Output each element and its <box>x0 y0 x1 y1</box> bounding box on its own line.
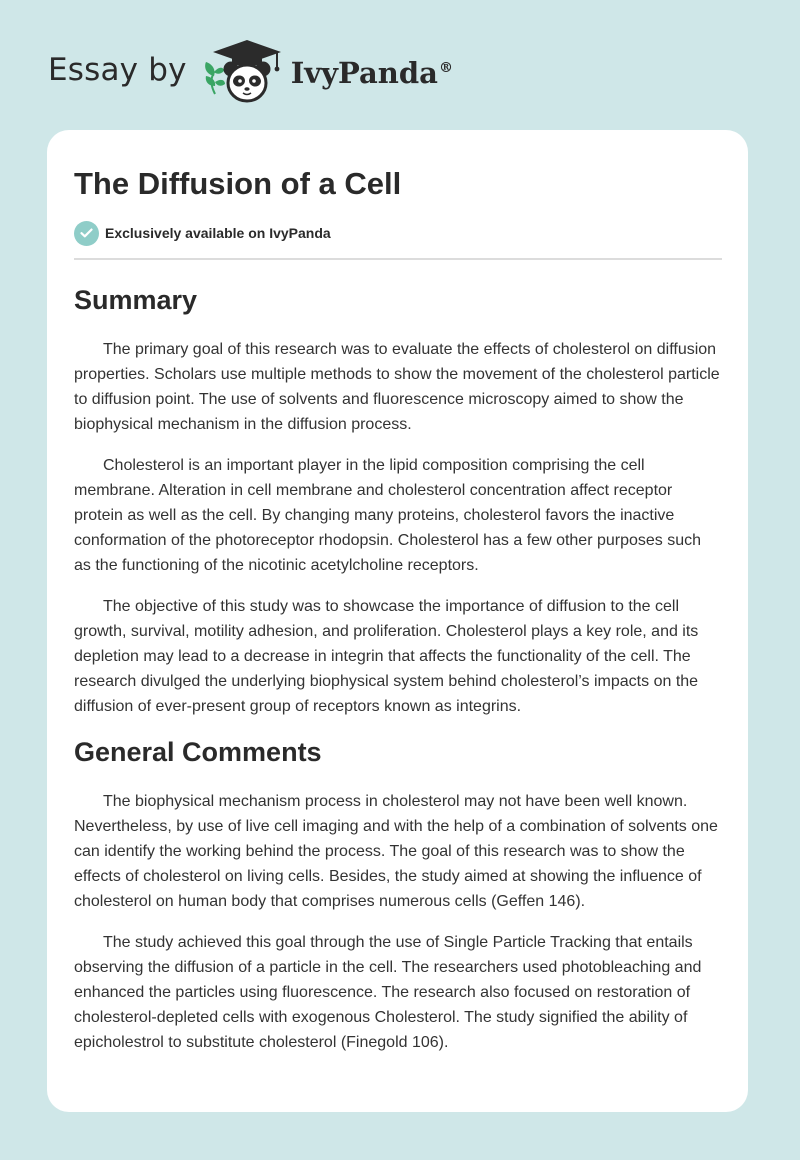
registered-mark: ® <box>438 60 453 77</box>
paragraph: The study achieved this goal through the use of Single Particle Tracking that entails observing the diffusion of a particle in the cell. The researchers used photobleaching and enhanced the particles using fluorescence. The research also focused on restoration of cholesterol-depleted cells with exogenous Cholesterol. The study signified the ability of epicholestrol to substitute cholesterol (Finegold 106). <box>74 934 702 1051</box>
section-body <box>74 337 722 719</box>
brand-prefix: Essay by <box>48 52 187 88</box>
paragraph: Cholesterol is an important player in the lipid composition comprising the cell membrane. Alteration in cell membrane and cholesterol concentration affect receptor protein as well as the cell. By changing many proteins, cholesterol favors the inactive conformation of the photoreceptor rhodopsin. Cholesterol has a few other purposes such as the functioning of the nicotinic acetylcholine receptors. <box>74 457 702 574</box>
section-heading: Summary <box>74 285 198 315</box>
paragraph: The biophysical mechanism process in cholesterol may not have been well known. Nevertheless, by use of live cell imaging and with the help of a combination of solvents one can identify the working behind the process. The goal of this research was to show the effects of cholesterol on living cells. Besides, the study aimed at showing the influence of cholesterol on human body that comprises numerous cells (Geffen 146). <box>74 793 718 910</box>
section-summary <box>74 283 722 719</box>
brand-name <box>291 56 453 90</box>
paragraph: The primary goal of this research was to evaluate the effects of cholesterol on diffusion properties. Scholars use multiple methods to show the movement of the cholesterol particle to diffusion point. The use of solvents and fluorescence microscopy aimed to show the biophysical mechanism in the diffusion process. <box>74 341 720 433</box>
exclusive-badge-text: Exclusively available on IvyPanda <box>105 225 331 241</box>
exclusive-badge <box>74 220 722 246</box>
check-circle-icon <box>74 221 99 246</box>
brand-header <box>48 36 453 106</box>
section-heading: General Comments <box>74 737 322 767</box>
section-body <box>74 789 722 1055</box>
essay-card <box>47 130 748 1112</box>
panda-graduate-icon <box>201 36 293 106</box>
paragraph: The objective of this study was to showcase the importance of diffusion to the cell growth, survival, motility adhesion, and proliferation. Cholesterol plays a key role, and its depletion may lead to a decrease in integrin that affects the functionality of the cell. The research divulged the underlying biophysical system behind cholesterol’s impacts on the diffusion of ever-present group of receptors known as integrins. <box>74 598 699 715</box>
page-title: The Diffusion of a Cell <box>74 166 402 201</box>
brand-name-text: IvyPanda <box>290 56 438 90</box>
title-divider <box>74 258 722 260</box>
section-general-comments <box>74 735 722 1055</box>
